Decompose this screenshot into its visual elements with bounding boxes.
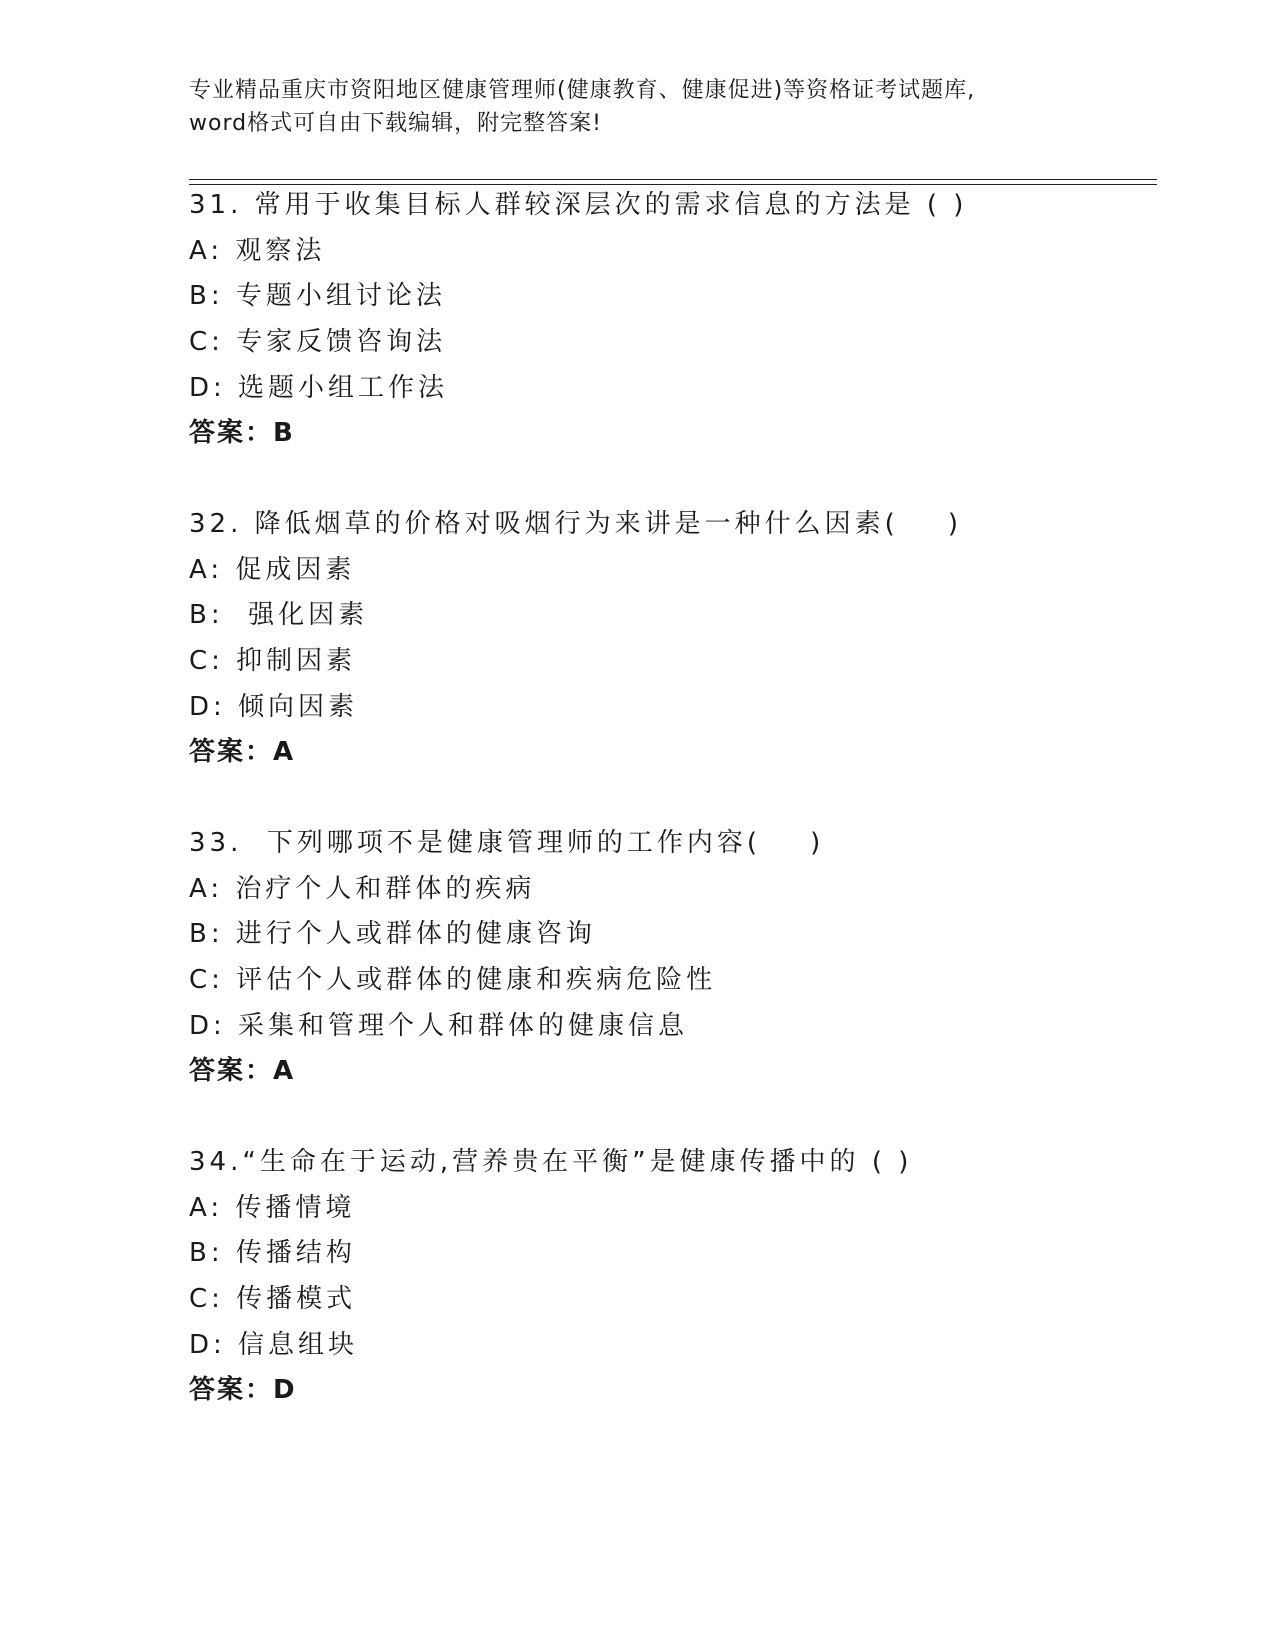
option-letter: A: [189,1192,224,1223]
option-letter: D: [189,691,226,722]
option-b [189,274,1149,320]
option-text: 选题小组工作法 [225,372,449,403]
option-letter: C: [189,646,224,677]
option-d [189,685,1149,731]
option-text: 促成因素 [223,554,356,585]
question-stem: 34.“生命在于运动,营养贵在平衡”是健康传播中的 ( ) [189,1147,913,1177]
option-b [189,912,1149,958]
option-letter: D: [189,372,226,403]
option-letter: B: [189,1238,224,1269]
option-text: 治疗个人和群体的疾病 [223,873,536,904]
option-text: 专题小组讨论法 [223,281,446,312]
option-text: 进行个人或群体的健康咨询 [223,919,596,950]
option-letter: D: [189,1010,226,1041]
option-text: 传播模式 [223,1284,357,1315]
header-line-2: word格式可自由下载编辑，附完整答案! [189,111,602,136]
option-text: 评估个人或群体的健康和疾病危险性 [223,965,717,996]
option-text: 倾向因素 [225,691,359,722]
question-31 [189,183,1149,457]
option-text: 传播结构 [223,1238,356,1269]
option-letter: B: [189,919,224,950]
option-c [189,320,1149,366]
header-divider-top [189,179,1157,180]
option-letter: A: [189,554,224,585]
option-c [189,958,1149,1004]
option-text: 强化因素 [223,600,369,631]
option-d [189,1323,1149,1369]
option-text: 观察法 [223,235,326,266]
answer-line: 答案：D [189,1375,297,1406]
option-c [189,1277,1149,1323]
question-stem: 33. 下列哪项不是健康管理师的工作内容( ) [189,828,825,858]
header-line-1: 专业精品重庆市资阳地区健康管理师(健康教育、健康促进)等资格证考试题库, [189,78,976,103]
question-34 [189,1140,1149,1414]
option-text: 抑制因素 [223,646,357,677]
option-letter: B: [189,281,224,312]
option-a [189,1186,1149,1232]
option-text: 采集和管理个人和群体的健康信息 [225,1010,689,1041]
option-c [189,639,1149,685]
option-letter: C: [189,327,224,358]
option-letter: C: [189,965,224,996]
option-letter: A: [189,235,224,266]
option-letter: A: [189,873,224,904]
question-33 [189,821,1149,1095]
option-a [189,229,1149,275]
question-32 [189,502,1149,776]
option-text: 信息组块 [225,1329,359,1360]
option-d [189,366,1149,412]
option-letter: D: [189,1329,226,1360]
option-a [189,867,1149,913]
option-text: 传播情境 [223,1192,356,1223]
question-stem: 31. 常用于收集目标人群较深层次的需求信息的方法是 ( ) [189,190,968,220]
option-letter: B: [189,600,224,631]
option-text: 专家反馈咨询法 [223,327,447,358]
option-d [189,1004,1149,1050]
question-stem: 32. 降低烟草的价格对吸烟行为来讲是一种什么因素( ) [189,509,962,539]
answer-line: 答案：A [189,737,296,768]
answer-line: 答案：A [189,1056,296,1087]
option-b [189,1231,1149,1277]
option-a [189,548,1149,594]
option-b [189,593,1149,639]
answer-line: 答案：B [189,418,295,449]
option-letter: C: [189,1284,224,1315]
document-header [189,74,1089,140]
